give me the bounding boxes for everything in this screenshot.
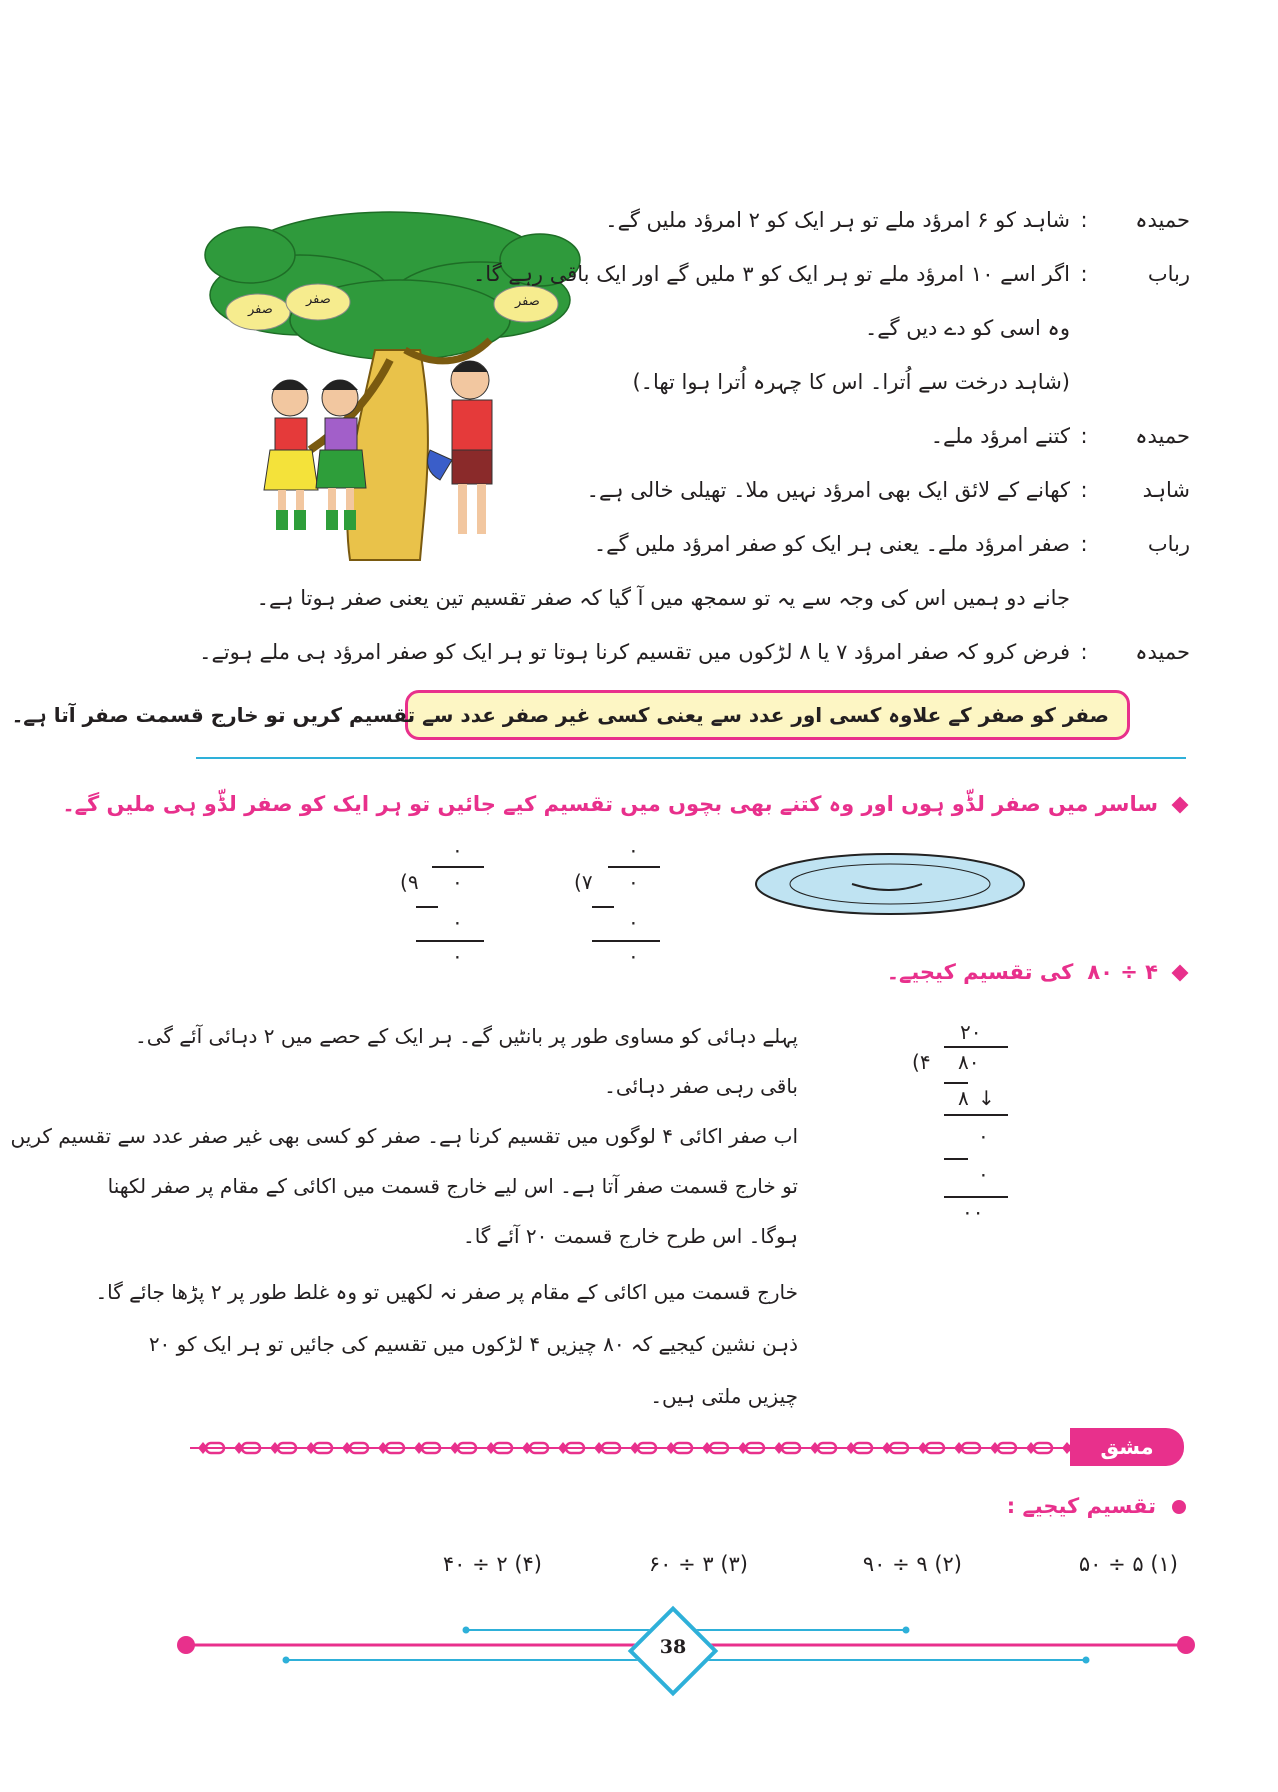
- dialogue-line: رباب : اگر اسے ۱۰ امرؤد ملے تو ہر ایک کو ۳ ملیں گے اور ایک باقی رہے گا۔: [472, 262, 1190, 286]
- dividend: ۸۰: [958, 1050, 980, 1074]
- tree-children-illustration: [190, 200, 590, 570]
- subtracted: ۰: [978, 1162, 989, 1186]
- explanation-line: تو خارج قسمت صفر آتا ہے۔ اس لیے خارج قسمت میں اکائی کے مقام پر صفر لکھنا: [107, 1174, 798, 1198]
- dialogue-text: فرض کرو کہ صفر امرؤد ۷ یا ۸ لڑکوں میں تقسیم کرنا ہوتا تو ہر ایک کو صفر امرؤد ہی ملے ہوتے۔: [199, 640, 1070, 664]
- dividend: ۰: [628, 870, 639, 894]
- speaker: حمیدہ: [1135, 208, 1190, 232]
- dialogue-text: شاہد کو ۶ امرؤد ملے تو ہر ایک کو ۲ امرؤد ملیں گے۔: [605, 208, 1070, 232]
- cloud-label: صفر: [306, 292, 331, 307]
- cloud-label: صفر: [248, 302, 273, 317]
- explanation-line: ذہن نشین کیجیے کہ ۸۰ چیزیں ۴ لڑکوں میں تقسیم کی جائیں تو ہر ایک کو ۲۰: [148, 1332, 798, 1356]
- dialogue-line: شاہد : کھانے کے لائق ایک بھی امرؤد نہیں ملا۔ تھیلی خالی ہے۔: [586, 478, 1190, 502]
- point-divide-80-by-4: ۴ ÷ ۸۰کی تقسیم کیجیے۔: [887, 960, 1186, 984]
- subtracted: ۰: [452, 910, 463, 934]
- exercise-item: (۳) ۳ ÷ ۶۰: [648, 1552, 748, 1576]
- dialogue-line: حمیدہ : فرض کرو کہ صفر امرؤد ۷ یا ۸ لڑکوں میں تقسیم کرنا ہوتا تو ہر ایک کو صفر امرؤد ہی ملے ہوتے۔: [199, 640, 1190, 664]
- bring-down-arrow-icon: ↓: [978, 1086, 995, 1110]
- explanation-line: چیزیں ملتی ہیں۔: [650, 1384, 798, 1408]
- cloud-label: صفر: [515, 294, 540, 309]
- dialogue-continuation: جانے دو ہمیں اس کی وجہ سے یہ تو سمجھ میں آ گیا کہ صفر تقسیم تین یعنی صفر ہوتا ہے۔: [256, 586, 1070, 610]
- dialogue-line: حمیدہ : کتنے امرؤد ملے۔: [930, 424, 1190, 448]
- diamond-bullet-icon: [1172, 965, 1189, 982]
- dialogue-line: رباب : صفر امرؤد ملے۔ یعنی ہر ایک کو صفر امرؤد ملیں گے۔: [593, 532, 1190, 556]
- remainder: ۰: [628, 944, 639, 968]
- speaker: رباب: [1147, 532, 1190, 556]
- exercise-tab: مشق: [1070, 1428, 1184, 1466]
- explanation-line: پہلے دہائی کو مساوی طور پر بانٹیں گے۔ ہر ایک کے حصے میں ۲ دہائی آئے گی۔: [135, 1024, 798, 1048]
- page-number: 38: [659, 1636, 687, 1658]
- speaker: شاہد: [1142, 478, 1190, 502]
- bullet-icon: [1172, 1500, 1186, 1514]
- divisor: ۹): [400, 870, 419, 894]
- divider: [196, 757, 1186, 759]
- exercise-item: (۲) ۹ ÷ ۹۰: [862, 1552, 962, 1576]
- diamond-bullet-icon: [1172, 797, 1189, 814]
- explanation-line: خارج قسمت میں اکائی کے مقام پر صفر نہ لکھیں تو وہ غلط طور پر ۲ پڑھا جائے گا۔: [95, 1280, 798, 1304]
- speaker: حمیدہ: [1135, 424, 1190, 448]
- dialogue-text: کتنے امرؤد ملے۔: [930, 424, 1070, 448]
- remainder: ۰: [978, 1124, 989, 1148]
- exercise-item: (۱) ۵ ÷ ۵۰: [1078, 1552, 1178, 1576]
- divisor: ۴): [912, 1050, 931, 1074]
- remainder: ۰: [452, 944, 463, 968]
- speaker: حمیدہ: [1135, 640, 1190, 664]
- exercise-instruction: تقسیم کیجیے :: [1007, 1494, 1186, 1518]
- exercise-item: (۴) ۲ ÷ ۴۰: [442, 1552, 542, 1576]
- speaker: رباب: [1147, 262, 1190, 286]
- quotient: ۰: [628, 838, 639, 862]
- dialogue-text: صفر امرؤد ملے۔ یعنی ہر ایک کو صفر امرؤد ملیں گے۔: [593, 532, 1070, 556]
- decorative-chain-border: [190, 1436, 1074, 1460]
- divisor: ۷): [574, 870, 593, 894]
- subtracted: ۸: [958, 1086, 969, 1110]
- quotient: ۲۰: [960, 1020, 982, 1044]
- quotient: ۰: [452, 838, 463, 862]
- dividend: ۰: [452, 870, 463, 894]
- subtracted: ۰: [628, 910, 639, 934]
- dialogue-continuation: وہ اسی کو دے دیں گے۔: [864, 316, 1070, 340]
- dialogue-text: اگر اسے ۱۰ امرؤد ملے تو ہر ایک کو ۳ ملیں گے اور ایک باقی رہے گا۔: [472, 262, 1070, 286]
- rule-box: صفر کو صفر کے علاوہ کسی اور عدد سے یعنی کسی غیر صفر عدد سے تقسیم کریں تو خارج قسمت صفر آتا ہے۔: [405, 690, 1130, 740]
- explanation-line: ہوگا۔ اس طرح خارج قسمت ۲۰ آئے گا۔: [462, 1224, 798, 1248]
- explanation-line: اب صفر اکائی ۴ لوگوں میں تقسیم کرنا ہے۔ صفر کو کسی بھی غیر صفر عدد سے تقسیم کریں: [10, 1124, 798, 1148]
- empty-plate-icon: [752, 848, 1028, 928]
- dialogue-text: کھانے کے لائق ایک بھی امرؤد نہیں ملا۔ تھیلی خالی ہے۔: [586, 478, 1070, 502]
- final-remainder: ۰۰: [962, 1200, 984, 1224]
- explanation-line: باقی رہی صفر دہائی۔: [604, 1074, 798, 1098]
- point-zero-sweets: ساسر میں صفر لڈّو ہوں اور وہ کتنے بھی بچوں میں تقسیم کیے جائیں تو ہر ایک کو صفر لڈّو ہی ملیں گے۔: [62, 792, 1186, 816]
- dialogue-line: حمیدہ : شاہد کو ۶ امرؤد ملے تو ہر ایک کو ۲ امرؤد ملیں گے۔: [605, 208, 1190, 232]
- dialogue-continuation: (شاہد درخت سے اُترا۔ اس کا چہرہ اُترا ہوا تھا۔): [632, 370, 1070, 394]
